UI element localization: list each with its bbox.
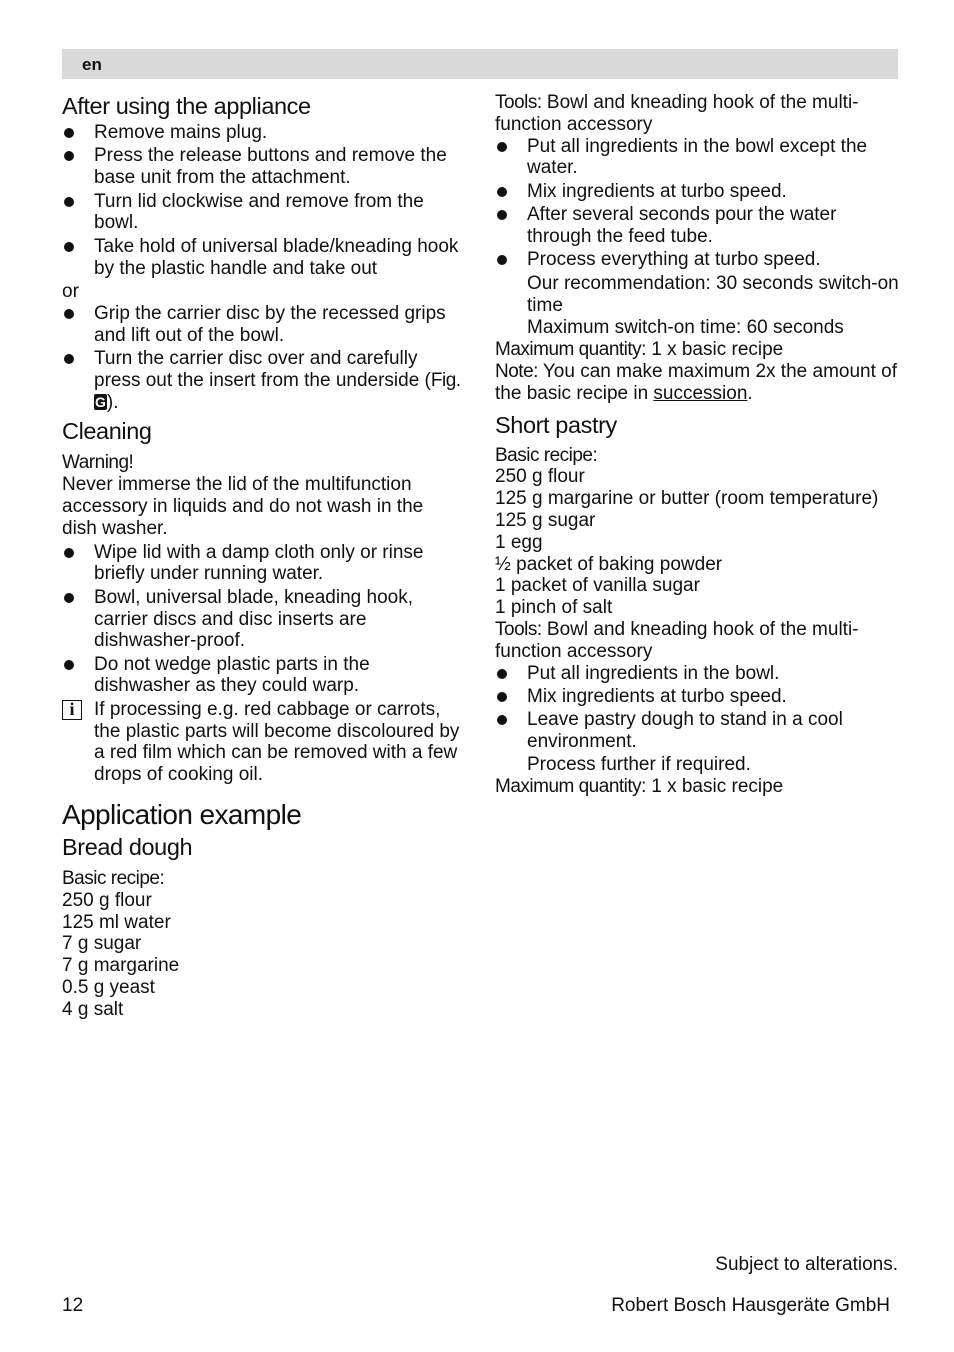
ingredient: 7 g margarine [62,955,180,977]
ingredient: 1 pinch of salt [495,597,613,619]
after-use-list-1 [62,122,462,279]
list-item: Leave pastry dough to stand in a cool environment. [495,709,900,753]
list-item: Turn lid clockwise and remove from the bowl. [62,191,462,235]
list-item-end: ). [106,391,119,413]
ingredient: 4 g salt [62,998,124,1020]
note-underlined-word: succession [653,382,748,404]
ingredient: 1 packet of vanilla sugar [495,575,700,597]
left-column [62,92,462,1021]
list-item: Mix ingredients at turbo speed. [495,181,900,203]
list-item-text: Turn the carrier disc over and carefully press out the insert from the underside ( [94,347,431,391]
max-quantity-text: 1 x basic recipe [645,339,784,361]
bread-max-quantity [495,339,900,361]
max-quantity-text: 1 x basic recipe [645,776,784,798]
ingredient: 125 g margarine or butter (room temperature) [495,488,879,510]
section-title-after-use: After using the appliance [62,93,311,119]
bread-tools [495,92,900,136]
pastry-further: Process further if required. [527,754,751,776]
bread-note [495,361,900,405]
ingredient: ½ packet of baking powder [495,553,723,575]
info-icon: i [62,700,82,720]
company-name: Robert Bosch Hausgeräte GmbH [611,1295,890,1316]
language-bar [62,49,898,79]
list-item: Put all ingredients in the bowl. [495,663,900,685]
note-label: Note: [495,360,538,382]
alterations-note: Subject to alterations. [715,1254,898,1275]
section-title-application: Application example [62,799,302,831]
info-text: If processing e.g. red cabbage or carrots, the plastic parts will become discoloured by a red film which can be removed with a few drops of cooking oil. [94,698,460,786]
figure-ref-label: Fig. [430,369,461,391]
ingredient: 0.5 g yeast [62,977,155,999]
max-quantity-label: Maximum quantity: [495,339,646,361]
pastry-basic-label: Basic recipe: [495,444,598,466]
or-text: or [62,280,79,302]
tools-text: Bowl and kneading hook of the multi-function accessory [495,92,859,135]
info-note [62,699,462,786]
cleaning-list [62,542,462,698]
list-item: Mix ingredients at turbo speed. [495,686,900,708]
list-item: After several seconds pour the water through the feed tube. [495,204,900,248]
warning-label: Warning! [62,452,134,474]
list-item: Bowl, universal blade, kneading hook, carrier discs and disc inserts are dishwasher-proof. [62,587,462,652]
list-item: Wipe lid with a damp cloth only or rinse briefly under running water. [62,542,462,586]
section-title-cleaning: Cleaning [62,418,152,445]
list-item: Remove mains plug. [62,122,462,144]
bread-steps [495,136,900,272]
list-item: Take hold of universal blade/kneading hook by the plastic handle and take out [62,236,462,280]
tools-label: Tools: [495,618,542,640]
ingredient: 250 g flour [62,889,152,911]
ingredient: 1 egg [495,531,543,553]
after-use-list-2 [62,303,462,414]
list-item: Do not wedge plastic parts in the dishwasher as they could warp. [62,654,462,698]
note-end: . [747,382,753,404]
list-item: Grip the carrier disc by the recessed grips and lift out of the bowl. [62,303,462,347]
ingredient: 125 ml water [62,911,171,933]
note-text: You can make maximum 2x the amount of the basic recipe in [495,360,898,404]
right-column [495,92,900,798]
subsection-title-bread: Bread dough [62,834,193,861]
pastry-max-quantity [495,776,900,798]
ingredient: 250 g flour [495,466,585,488]
page-number: 12 [62,1295,84,1316]
pastry-tools [495,619,900,663]
subsection-title-pastry: Short pastry [495,411,617,438]
list-item: Put all ingredients in the bowl except the water. [495,136,900,180]
bread-recommendation: Our recommendation: 30 seconds switch-on time [527,272,899,316]
tools-text: Bowl and kneading hook of the multi-function accessory [495,618,859,662]
ingredient: 125 g sugar [495,509,596,531]
list-item [62,348,462,413]
figure-letter-icon: G [95,393,106,410]
tools-label: Tools: [495,92,542,113]
bread-basic-label: Basic recipe: [62,868,165,890]
bread-max-time: Maximum switch-on time: 60 seconds [527,317,844,339]
warning-text: Never immerse the lid of the multifunction accessory in liquids and do not wash in the dish washer. [62,474,424,539]
ingredient: 7 g sugar [62,933,142,955]
language-code: en [82,55,102,74]
pastry-steps [495,663,900,753]
list-item: Press the release buttons and remove the base unit from the attachment. [62,145,462,189]
list-item: Process everything at turbo speed. [495,249,900,271]
max-quantity-label: Maximum quantity: [495,776,646,798]
